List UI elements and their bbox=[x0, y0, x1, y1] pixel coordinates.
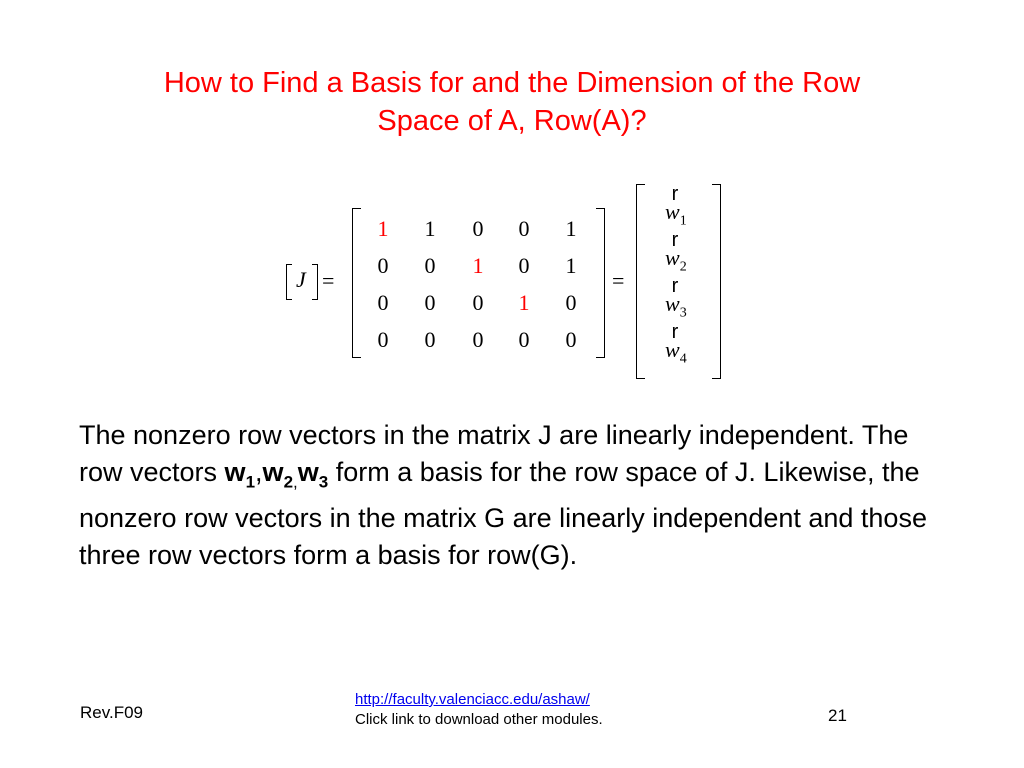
j-right-bracket bbox=[312, 264, 318, 300]
title-line-2: Space of A, Row(A)? bbox=[377, 105, 647, 137]
matrix-entry-r4-c5: 0 bbox=[565, 327, 577, 352]
slide-title bbox=[60, 64, 964, 140]
matrix-entry-r2-c2: 0 bbox=[424, 253, 436, 278]
body-part-2: form a basis for the row space of J. Likewise, the nonzero row vectors in the matrix G are linearly independent and those three row vectors form a basis for row(G). bbox=[79, 457, 927, 571]
vector-w4: $w_4$ bbox=[665, 337, 687, 367]
matrix-entry-r4-c2: 0 bbox=[424, 327, 436, 352]
matrix-entry-r3-c2: 0 bbox=[424, 290, 436, 315]
equals-sign-1: = bbox=[322, 268, 335, 293]
vector-arrow-3: r bbox=[671, 275, 679, 297]
matrix-right-bracket bbox=[596, 208, 605, 358]
vector-arrow-2: r bbox=[671, 229, 679, 251]
vector-w3: $w_3$ bbox=[665, 291, 687, 321]
vector-left-bracket bbox=[636, 184, 645, 379]
matrix-entry-r1-c3: 0 bbox=[472, 216, 484, 241]
revision-label: Rev.F09 bbox=[80, 703, 143, 722]
matrix-entry-r2-c4: 0 bbox=[518, 253, 530, 278]
matrix-entry-r2-c3: 1 bbox=[472, 253, 484, 278]
matrix-entry-r2-c1: 0 bbox=[377, 253, 389, 278]
comma-1: , bbox=[255, 457, 263, 487]
matrix-left-bracket bbox=[352, 208, 361, 358]
matrix-entry-r3-c5: 0 bbox=[565, 290, 577, 315]
matrix-entry-r3-c3: 0 bbox=[472, 290, 484, 315]
vector-w1: $w_1$ bbox=[224, 457, 256, 492]
equals-sign-2: = bbox=[612, 268, 625, 293]
vector-w2: $w_2$ bbox=[665, 245, 687, 275]
matrix-entry-r3-c1: 0 bbox=[377, 290, 389, 315]
matrix-entry-r3-c4: 1 bbox=[518, 290, 530, 315]
body-paragraph bbox=[79, 417, 959, 574]
matrix-entry-r1-c2: 1 bbox=[424, 216, 436, 241]
matrix-entry-r4-c3: 0 bbox=[472, 327, 484, 352]
vector-arrow-4: r bbox=[671, 321, 679, 343]
matrix-entry-r1-c5: 1 bbox=[565, 216, 577, 241]
j-left-bracket bbox=[286, 264, 292, 300]
matrix-entry-r1-c1: 1 bbox=[377, 216, 389, 241]
link-note: Click link to download other modules. bbox=[355, 711, 603, 728]
modules-link[interactable]: http://faculty.valenciacc.edu/ashaw/ bbox=[355, 691, 590, 708]
vector-w1: $w_1$ bbox=[665, 199, 687, 229]
matrix-entry-r1-c4: 0 bbox=[518, 216, 530, 241]
vector-w2: $w_2$ bbox=[262, 457, 294, 492]
j-label: J bbox=[296, 267, 306, 292]
page-number: 21 bbox=[828, 706, 847, 725]
matrix-entry-r4-c4: 0 bbox=[518, 327, 530, 352]
vector-right-bracket bbox=[712, 184, 721, 379]
body-part-1: The nonzero row vectors in the matrix J are linearly independent. The row vectors bbox=[79, 420, 909, 487]
vector-w3: $w_3$ bbox=[297, 457, 329, 492]
vector-arrow-1: r bbox=[671, 183, 679, 205]
matrix-entry-r2-c5: 1 bbox=[565, 253, 577, 278]
footer-link-block bbox=[355, 690, 603, 730]
title-line-1: How to Find a Basis for and the Dimension of the Row bbox=[163, 67, 861, 99]
comma-2: , bbox=[293, 472, 298, 492]
matrix-entry-r4-c1: 0 bbox=[377, 327, 389, 352]
